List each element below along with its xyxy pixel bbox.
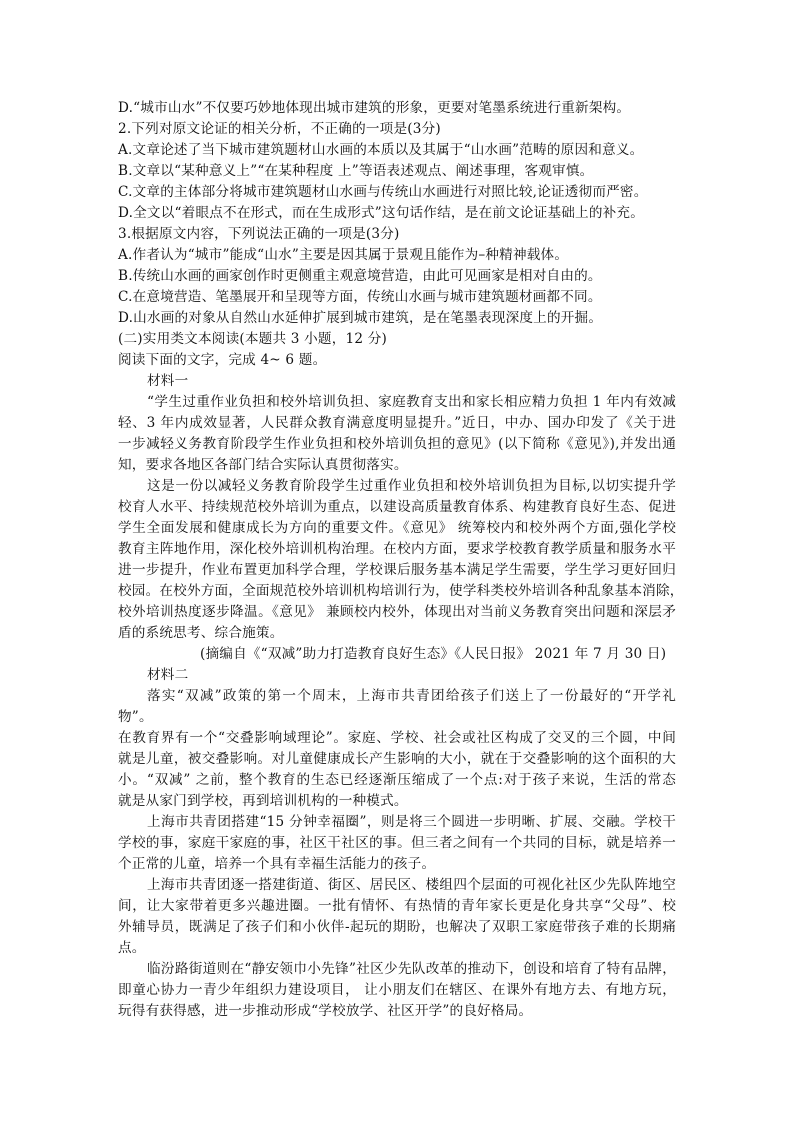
q2-stem: 2.下列对原文论证的相关分析，不正确的一项是(3分) (118, 121, 441, 137)
material1-p1-line: 知，要求各地区各部门结合实际认真贯彻落实。 (118, 457, 408, 473)
q3-stem: 3.根据原文内容，下列说法正确的一项是(3分) (118, 226, 400, 242)
material1-p2-line: 校园。在校外方面，全面规范校外培训机构培训行为，使学科类校外培训各种乱象基本消除， (118, 583, 684, 599)
q2-option-a: A.文章论述了当下城市建筑题材山水画的本质以及其属于“山水画”范畴的原因和意义。 (118, 142, 644, 158)
material2-p1-line: 落实“双减”政策的第一个周末，上海市共青团给孩子们送上了一份最好的“开学礼 (147, 688, 676, 704)
material2-p5-line: 玩得有获得感，进一步推动形成“学校放学、社区开学”的良好格局。 (118, 1003, 533, 1019)
q3-option-a: A.作者认为“城市”能成“山水”主要是因其属于景观且能作为–种精神载体。 (118, 247, 569, 263)
material2-p4-line: 外辅导员，既满足了孩子们和小伙伴-起玩的期盼，也解决了双职工家庭带孩子难的长期痛 (118, 919, 676, 935)
material1-p2-line: 校外培训热度逐步降温。《意见》 兼顾校内校外，体现出对当前义务教育突出问题和深层矛 (118, 604, 676, 620)
material2-label: 材料二 (147, 667, 189, 683)
material1-p1-line: 轻、3 年内成效显著，人民群众教育满意度明显提升。”近日，中办、国办印发了《关于进 (118, 415, 676, 431)
material1-p1-line: “学生过重作业负担和校外培训负担、家庭教育支出和家长相应精力负担 1 年内有效减 (147, 394, 676, 410)
material2-p2-line: 在教育界有一个“交叠影响域理论”。家庭、学校、社会或社区构成了交叉的三个圆，中间 (118, 730, 676, 746)
section-heading: (二)实用类文本阅读(本题共 3 小题，12 分) (118, 331, 388, 347)
material1-p2-line: 学生全面发展和健康成长为方向的重要文件。《意见》 统筹校内和校外两个方面,强化学校 (118, 520, 676, 536)
material1-label: 材料一 (147, 373, 189, 389)
material2-p2-line: 小。“双减” 之前，整个教育的生态已经逐渐压缩成了一个点:对于孩子来说，生活的常态 (118, 772, 676, 788)
material2-p5-line: 即童心协力一青少年组织力建设项目， 让小朋友们在辖区、在课外有地方去、有地方玩， (118, 982, 676, 998)
q3-option-c: C.在意境营造、笔墨展开和呈现等方面，传统山水画与城市建筑题材画都不同。 (118, 289, 602, 305)
material1-source: (摘编自《“双减”助力打造教育良好生态》《人民日报》 2021 年 7 月 30 日) (200, 646, 667, 662)
material1-p2-line: 这是一份以减轻义务教育阶段学生过重作业负担和校外培训负担为目标,以切实提升学 (147, 478, 676, 494)
material1-p2-line: 校育人水平、持续规范校外培训为重点，以建设高质量教育体系、构建教育良好生态、促进 (118, 499, 676, 515)
material2-p4-line: 点。 (118, 940, 146, 956)
q1-option-d: D.“城市山水”不仅要巧妙地体现出城市建筑的形象，更要对笔墨系统进行重新架构。 (118, 100, 631, 116)
material2-p4-line: 间，让大家带着更多兴趣进圈。一批有情怀、有热情的青年家长更是化身共享“父母”、校 (118, 898, 676, 914)
material2-p4-line: 上海市共青团逐一搭建街道、街区、居民区、楼组四个层面的可视化社区少先队阵地空 (147, 877, 676, 893)
material1-p2-line: 进一步提升，作业布置更加科学合理，学校课后服务基本满足学生需要，学生学习更好回归 (118, 562, 676, 578)
q2-option-d: D.全文以“着眼点不在形式，而在生成形式”这句话作结，是在前文论证基础上的补充。 (118, 205, 645, 221)
q2-option-b: B.文章以“某种意义上”“在某种程度 上”等语表述观点、阐述事理，客观审慎。 (118, 163, 594, 179)
material1-p2-line: 盾的系统思考、综合施策。 (118, 625, 284, 641)
material2-p5-line: 临汾路街道则在“静安领巾小先锋”社区少先队改革的推动下，创设和培育了特有品牌， (147, 961, 676, 977)
q2-option-c: C.文章的主体部分将城市建筑题材山水画与传统山水画进行对照比较,论证透彻而严密。 (118, 184, 648, 200)
material2-p3-line: 上海市共青团搭建“15 分钟幸福圈”，则是将三个圆进一步明晰、扩展、交融。学校干 (147, 814, 676, 830)
material2-p2-line: 就是从家门到学校，再到培训机构的一种模式。 (118, 793, 408, 809)
material2-p3-line: 个正常的儿童，培养一个具有幸福生活能力的孩子。 (118, 856, 436, 872)
material2-p2-line: 就是儿童，被交叠影响。对儿童健康成长产生影响的大小，就在于交叠影响的这个面积的大 (118, 751, 676, 767)
q3-option-b: B.传统山水画的画家创作时更侧重主观意境营造，由此可见画家是相对自由的。 (118, 268, 602, 284)
material2-p3-line: 学校的事，家庭干家庭的事，社区干社区的事。但三者之间有一个共同的目标，就是培养一 (118, 835, 676, 851)
material2-p1-line: 物”。 (118, 709, 153, 725)
material1-p1-line: 一步减轻义务教育阶段学生作业负担和校外培训负担的意见》(以下简称《意见》),并发出通 (118, 436, 676, 452)
q3-option-d: D.山水画的对象从自然山水延伸扩展到城市建筑，是在笔墨表现深度上的开掘。 (118, 310, 603, 326)
material1-p2-line: 教育主阵地作用，深化校外培训机构治理。在校内方面，要求学校教育教学质量和服务水平 (118, 541, 676, 557)
section-instruction: 阅读下面的文字，完成 4~ 6 题。 (118, 352, 327, 368)
